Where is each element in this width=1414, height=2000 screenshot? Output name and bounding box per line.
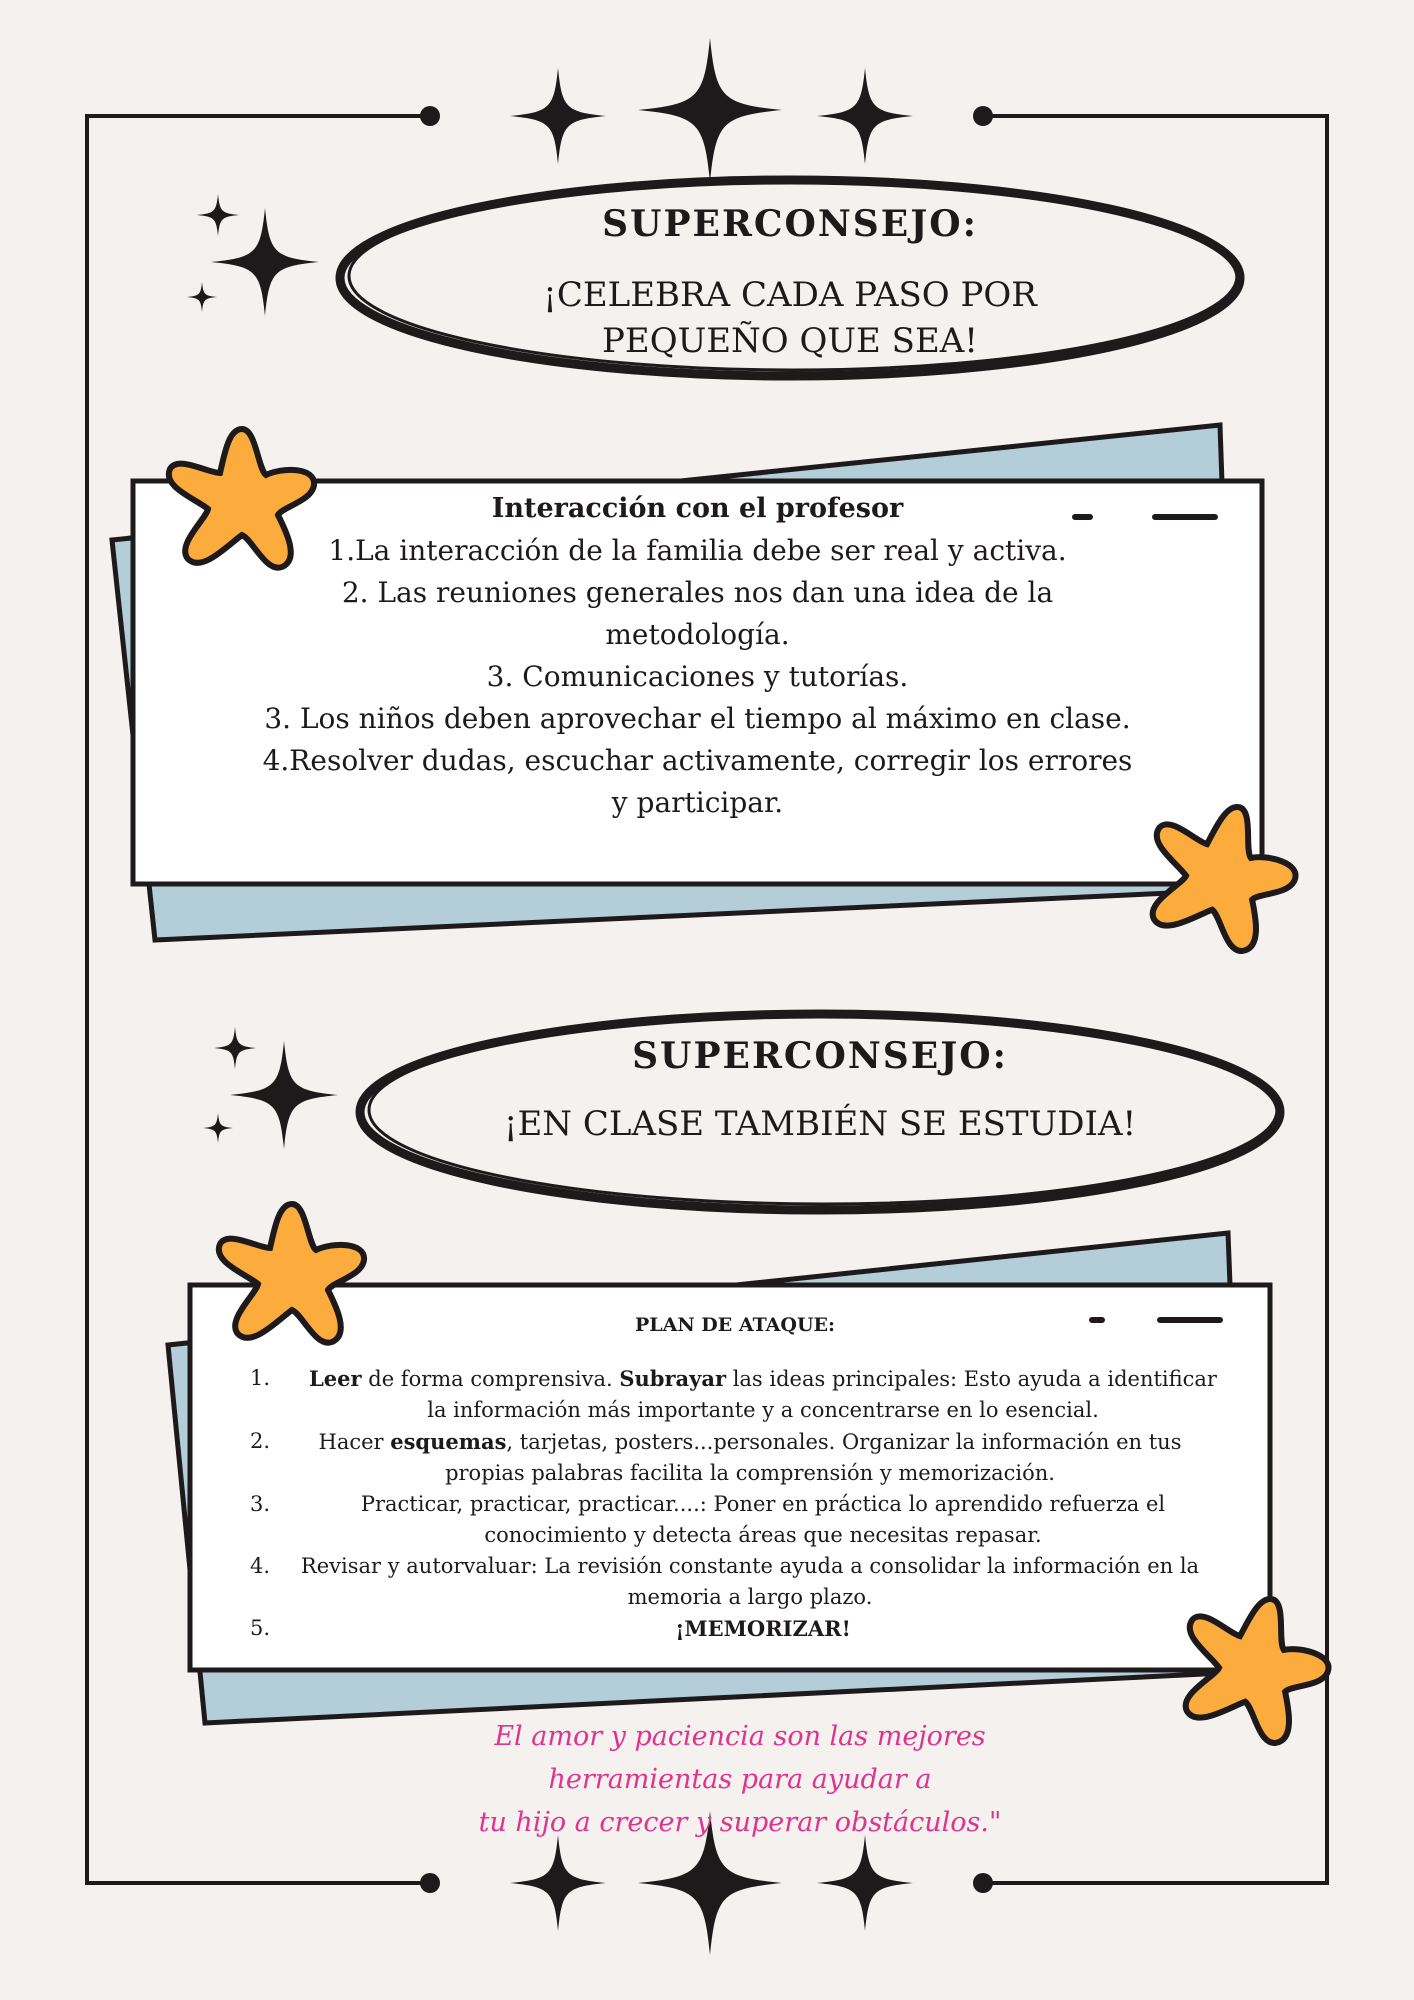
tip1-text (440, 272, 1140, 364)
bold-text: esquemas (390, 1429, 507, 1454)
item-number: 4. (250, 1554, 271, 1578)
card-line: metodología. (605, 618, 790, 651)
quote-line: El amor y paciencia son las mejores (494, 1721, 986, 1752)
item-text: Revisar y autorvaluar: La revisión constante ayuda a consolidar la información en la memoria a largo plazo. (300, 1554, 1200, 1609)
card-line: 3. Los niños deben aprovechar el tiempo al máximo en clase. (264, 702, 1131, 735)
item-number: 5. (250, 1616, 271, 1640)
card-line: y participar. (611, 786, 784, 819)
card-line: 1.La interacción de la familia debe ser real y activa. (328, 534, 1067, 567)
item-text: , tarjetas, posters...personales. Organizar la información en tus propias palabras facilita la comprensión y memorización. (445, 1430, 1182, 1485)
card-line: 4.Resolver dudas, escuchar activamente, corregir los errores (262, 744, 1133, 777)
bold-text: Subrayar (619, 1366, 727, 1391)
closing-quote (420, 1715, 1060, 1844)
item-text: de forma comprensiva. (361, 1367, 620, 1391)
tip1-line: PEQUEÑO QUE SEA! (602, 321, 978, 361)
bold-text: ¡MEMORIZAR! (675, 1616, 851, 1641)
teacher-interaction-card (160, 488, 1235, 824)
item-number: 1. (250, 1366, 271, 1390)
tip2-text: ¡EN CLASE TAMBIÉN SE ESTUDIA! (503, 1104, 1137, 1144)
attack-plan-card (250, 1310, 1220, 1645)
item-text: Hacer (318, 1430, 391, 1454)
quote-line: tu hijo a crecer y superar obstáculos." (478, 1807, 1002, 1838)
item-text: Practicar, practicar, practicar....: Poner en práctica lo aprendido refuerza el conocimiento y detecta áreas que necesitas repasar. (360, 1492, 1166, 1547)
tip1-line: ¡CELEBRA CADA PASO POR (543, 275, 1037, 315)
item-number: 3. (250, 1492, 271, 1516)
item-number: 2. (250, 1429, 271, 1453)
card-title: Interacción con el profesor (491, 493, 904, 524)
card-line: 2. Las reuniones generales nos dan una idea de la (341, 576, 1054, 609)
tip1-heading: SUPERCONSEJO: (602, 203, 978, 245)
card-line: 3. Comunicaciones y tutorías. (486, 660, 909, 693)
list-item (250, 1426, 1220, 1489)
bold-text: Leer (309, 1366, 362, 1391)
list-item (250, 1489, 1220, 1551)
tip2-heading: SUPERCONSEJO: (632, 1035, 1008, 1077)
list-item (250, 1613, 1220, 1645)
item-text: las ideas principales: Esto ayuda a identificar la información más importante y a concentrarse en lo esencial. (427, 1367, 1217, 1422)
list-item (250, 1551, 1220, 1613)
card-title: PLAN DE ATAQUE: (634, 1314, 836, 1336)
list-item (250, 1363, 1220, 1426)
quote-line: herramientas para ayudar a (548, 1764, 932, 1795)
